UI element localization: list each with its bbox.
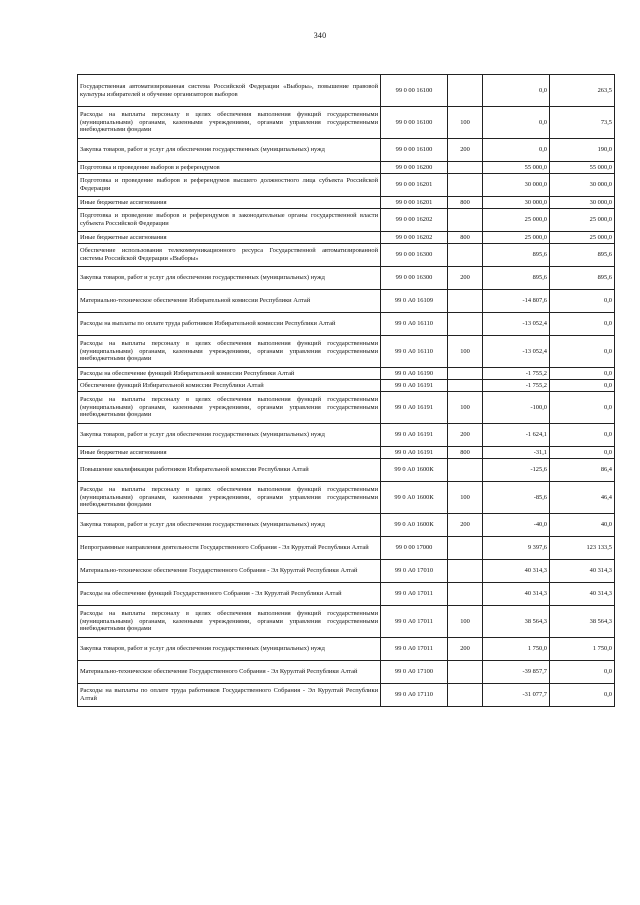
row-code-cell: 99 0 00 16100 <box>381 139 448 162</box>
row-name-cell: Подготовка и проведение выборов и референдумов <box>78 162 381 174</box>
row-name-cell: Иные бюджетные ассигнования <box>78 232 381 244</box>
row-code-cell: 99 0 А0 17110 <box>381 684 448 707</box>
row-amount-change-cell: 895,6 <box>483 244 550 267</box>
row-amount-change-cell: -40,0 <box>483 514 550 537</box>
row-code-cell: 99 0 00 16201 <box>381 197 448 209</box>
row-code-cell: 99 0 00 16202 <box>381 232 448 244</box>
row-code-cell: 99 0 А0 1600К <box>381 514 448 537</box>
row-amount-total-cell: 0,0 <box>550 313 615 336</box>
row-code-cell: 99 0 00 16300 <box>381 244 448 267</box>
row-name-cell: Расходы на выплаты персоналу в целях обеспечения выполнения функций государственными (муниципальными) органами, казенными учреждениями, органами управления государственными внебюджетными фондами <box>78 606 381 638</box>
row-name-cell: Расходы на выплаты персоналу в целях обеспечения выполнения функций государственными (муниципальными) органами, казенными учреждениями, органами управления государственными внебюджетными фондами <box>78 336 381 368</box>
row-name-cell: Расходы на обеспечение функций Государственного Собрания - Эл Курултай Республики Алтай <box>78 583 381 606</box>
row-expense-type-cell: 100 <box>448 606 483 638</box>
row-amount-change-cell: -1 755,2 <box>483 368 550 380</box>
table-row <box>78 537 615 560</box>
row-code-cell: 99 0 А0 16190 <box>381 368 448 380</box>
row-code-cell: 99 0 А0 17011 <box>381 583 448 606</box>
table-row <box>78 606 615 638</box>
row-amount-total-cell: 30 000,0 <box>550 197 615 209</box>
row-amount-change-cell: -1 624,1 <box>483 424 550 447</box>
row-name-cell: Подготовка и проведение выборов и референдумов высшего должностного лица субъекта Российской Федерации <box>78 174 381 197</box>
table-row <box>78 583 615 606</box>
row-amount-total-cell: 40 314,3 <box>550 583 615 606</box>
row-amount-change-cell: -31 077,7 <box>483 684 550 707</box>
row-code-cell: 99 0 А0 16109 <box>381 290 448 313</box>
row-code-cell: 99 0 А0 16191 <box>381 392 448 424</box>
table-row <box>78 107 615 139</box>
row-code-cell: 99 0 А0 17100 <box>381 661 448 684</box>
row-expense-type-cell <box>448 162 483 174</box>
row-expense-type-cell: 800 <box>448 447 483 459</box>
row-amount-total-cell: 0,0 <box>550 661 615 684</box>
table-row <box>78 162 615 174</box>
row-amount-total-cell: 0,0 <box>550 336 615 368</box>
table-row <box>78 684 615 707</box>
table-row <box>78 197 615 209</box>
row-name-cell: Иные бюджетные ассигнования <box>78 197 381 209</box>
row-expense-type-cell <box>448 244 483 267</box>
row-amount-total-cell: 0,0 <box>550 380 615 392</box>
row-name-cell: Закупка товаров, работ и услуг для обеспечения государственных (муниципальных) нужд <box>78 638 381 661</box>
row-amount-total-cell: 73,5 <box>550 107 615 139</box>
table-row <box>78 560 615 583</box>
row-expense-type-cell <box>448 459 483 482</box>
row-name-cell: Закупка товаров, работ и услуг для обеспечения государственных (муниципальных) нужд <box>78 267 381 290</box>
budget-table <box>77 74 615 707</box>
row-code-cell: 99 0 А0 17010 <box>381 560 448 583</box>
row-expense-type-cell <box>448 75 483 107</box>
row-amount-total-cell: 38 564,3 <box>550 606 615 638</box>
row-name-cell: Материально-техническое обеспечение Государственного Собрания - Эл Курултай Республики Алтай <box>78 661 381 684</box>
row-amount-total-cell: 25 000,0 <box>550 232 615 244</box>
table-row <box>78 368 615 380</box>
row-expense-type-cell <box>448 583 483 606</box>
table-row <box>78 232 615 244</box>
table-row <box>78 392 615 424</box>
row-code-cell: 99 0 А0 1600К <box>381 482 448 514</box>
row-code-cell: 99 0 00 16300 <box>381 267 448 290</box>
row-expense-type-cell <box>448 209 483 232</box>
table-row <box>78 514 615 537</box>
table-row <box>78 290 615 313</box>
row-code-cell: 99 0 А0 16110 <box>381 336 448 368</box>
row-amount-total-cell: 190,0 <box>550 139 615 162</box>
row-amount-total-cell: 1 750,0 <box>550 638 615 661</box>
row-amount-change-cell: -31,1 <box>483 447 550 459</box>
row-code-cell: 99 0 А0 17011 <box>381 638 448 661</box>
row-name-cell: Непрограммные направления деятельности Государственного Собрания - Эл Курултай Республики Алтай <box>78 537 381 560</box>
row-name-cell: Закупка товаров, работ и услуг для обеспечения государственных (муниципальных) нужд <box>78 514 381 537</box>
row-code-cell: 99 0 00 17000 <box>381 537 448 560</box>
row-amount-total-cell: 55 000,0 <box>550 162 615 174</box>
table-row <box>78 267 615 290</box>
row-amount-total-cell: 123 133,5 <box>550 537 615 560</box>
table-row <box>78 174 615 197</box>
row-name-cell: Государственная автоматизированная система Российской Федерации «Выборы», повышение правовой культуры избирателей и обучение организаторов выборов <box>78 75 381 107</box>
row-code-cell: 99 0 00 16100 <box>381 75 448 107</box>
table-row <box>78 482 615 514</box>
row-name-cell: Закупка товаров, работ и услуг для обеспечения государственных (муниципальных) нужд <box>78 139 381 162</box>
table-row <box>78 313 615 336</box>
row-expense-type-cell <box>448 380 483 392</box>
table-row <box>78 244 615 267</box>
row-name-cell: Обеспечение использования телекоммуникационного ресурса Государственной автоматизированной системы Российской Федерации «Выборы» <box>78 244 381 267</box>
row-code-cell: 99 0 А0 1600К <box>381 459 448 482</box>
table-row <box>78 638 615 661</box>
page-number: 340 <box>313 31 327 40</box>
row-amount-total-cell: 46,4 <box>550 482 615 514</box>
row-expense-type-cell: 800 <box>448 197 483 209</box>
row-amount-change-cell: 0,0 <box>483 107 550 139</box>
table-row <box>78 336 615 368</box>
row-amount-change-cell: 40 314,3 <box>483 583 550 606</box>
row-amount-change-cell: 0,0 <box>483 139 550 162</box>
row-amount-total-cell: 263,5 <box>550 75 615 107</box>
row-amount-change-cell: 55 000,0 <box>483 162 550 174</box>
table-row <box>78 661 615 684</box>
row-name-cell: Расходы на выплаты по оплате труда работников Государственного Собрания - Эл Курултай Республики Алтай <box>78 684 381 707</box>
row-amount-change-cell: 30 000,0 <box>483 197 550 209</box>
row-expense-type-cell: 200 <box>448 267 483 290</box>
row-amount-change-cell: -100,0 <box>483 392 550 424</box>
row-expense-type-cell: 100 <box>448 336 483 368</box>
row-expense-type-cell <box>448 290 483 313</box>
row-amount-change-cell: -85,6 <box>483 482 550 514</box>
row-name-cell: Расходы на выплаты персоналу в целях обеспечения выполнения функций государственными (муниципальными) органами, казенными учреждениями, органами управления государственными внебюджетными фондами <box>78 107 381 139</box>
row-amount-total-cell: 0,0 <box>550 392 615 424</box>
row-name-cell: Расходы на выплаты по оплате труда работников Избирательной комиссии Республики Алтай <box>78 313 381 336</box>
row-amount-total-cell: 0,0 <box>550 290 615 313</box>
row-expense-type-cell <box>448 560 483 583</box>
table-row <box>78 424 615 447</box>
row-name-cell: Расходы на выплаты персоналу в целях обеспечения выполнения функций государственными (муниципальными) органами, казенными учреждениями, органами управления государственными внебюджетными фондами <box>78 392 381 424</box>
row-expense-type-cell: 200 <box>448 638 483 661</box>
row-amount-change-cell: -13 052,4 <box>483 313 550 336</box>
row-amount-total-cell: 895,6 <box>550 267 615 290</box>
row-expense-type-cell: 200 <box>448 139 483 162</box>
row-name-cell: Материально-техническое обеспечение Избирательной комиссии Республики Алтай <box>78 290 381 313</box>
row-expense-type-cell <box>448 661 483 684</box>
row-name-cell: Иные бюджетные ассигнования <box>78 447 381 459</box>
row-amount-change-cell: -1 755,2 <box>483 380 550 392</box>
row-amount-total-cell: 40,0 <box>550 514 615 537</box>
row-amount-total-cell: 0,0 <box>550 447 615 459</box>
row-code-cell: 99 0 00 16201 <box>381 174 448 197</box>
row-name-cell: Материально-техническое обеспечение Государственного Собрания - Эл Курултай Республики Алтай <box>78 560 381 583</box>
row-expense-type-cell: 200 <box>448 514 483 537</box>
row-amount-change-cell: 895,6 <box>483 267 550 290</box>
row-expense-type-cell: 100 <box>448 107 483 139</box>
row-code-cell: 99 0 А0 17011 <box>381 606 448 638</box>
row-name-cell: Расходы на выплаты персоналу в целях обеспечения выполнения функций государственными (муниципальными) органами, казенными учреждениями, органами управления государственными внебюджетными фондами <box>78 482 381 514</box>
budget-table-body <box>78 75 615 707</box>
row-amount-change-cell: 38 564,3 <box>483 606 550 638</box>
row-expense-type-cell: 200 <box>448 424 483 447</box>
row-amount-change-cell: 25 000,0 <box>483 209 550 232</box>
row-code-cell: 99 0 00 16200 <box>381 162 448 174</box>
row-code-cell: 99 0 А0 16110 <box>381 313 448 336</box>
table-row <box>78 75 615 107</box>
row-code-cell: 99 0 00 16202 <box>381 209 448 232</box>
row-amount-total-cell: 40 314,3 <box>550 560 615 583</box>
row-expense-type-cell <box>448 684 483 707</box>
row-amount-total-cell: 86,4 <box>550 459 615 482</box>
row-code-cell: 99 0 А0 16191 <box>381 424 448 447</box>
row-code-cell: 99 0 00 16100 <box>381 107 448 139</box>
table-row <box>78 380 615 392</box>
row-amount-total-cell: 30 000,0 <box>550 174 615 197</box>
row-expense-type-cell <box>448 174 483 197</box>
row-code-cell: 99 0 А0 16191 <box>381 447 448 459</box>
table-row <box>78 459 615 482</box>
row-expense-type-cell: 100 <box>448 482 483 514</box>
row-expense-type-cell <box>448 313 483 336</box>
row-amount-total-cell: 0,0 <box>550 684 615 707</box>
row-amount-change-cell: 1 750,0 <box>483 638 550 661</box>
row-amount-change-cell: -39 857,7 <box>483 661 550 684</box>
table-row <box>78 447 615 459</box>
table-row <box>78 209 615 232</box>
row-expense-type-cell: 800 <box>448 232 483 244</box>
row-amount-change-cell: 40 314,3 <box>483 560 550 583</box>
row-name-cell: Расходы на обеспечение функций Избирательной комиссии Республики Алтай <box>78 368 381 380</box>
row-code-cell: 99 0 А0 16191 <box>381 380 448 392</box>
row-name-cell: Закупка товаров, работ и услуг для обеспечения государственных (муниципальных) нужд <box>78 424 381 447</box>
table-row <box>78 139 615 162</box>
row-expense-type-cell: 100 <box>448 392 483 424</box>
row-amount-change-cell: 0,0 <box>483 75 550 107</box>
row-amount-change-cell: -125,6 <box>483 459 550 482</box>
row-expense-type-cell <box>448 368 483 380</box>
row-amount-change-cell: 9 397,6 <box>483 537 550 560</box>
row-expense-type-cell <box>448 537 483 560</box>
row-amount-change-cell: 25 000,0 <box>483 232 550 244</box>
row-amount-total-cell: 25 000,0 <box>550 209 615 232</box>
row-name-cell: Подготовка и проведение выборов и референдумов в законодательные органы государственной власти субъекта Российской Федерации <box>78 209 381 232</box>
row-amount-total-cell: 0,0 <box>550 368 615 380</box>
row-name-cell: Обеспечение функций Избирательной комиссии Республики Алтай <box>78 380 381 392</box>
row-amount-change-cell: -13 052,4 <box>483 336 550 368</box>
row-amount-change-cell: -14 807,6 <box>483 290 550 313</box>
row-amount-total-cell: 895,6 <box>550 244 615 267</box>
row-name-cell: Повышение квалификации работников Избирательной комиссии Республики Алтай <box>78 459 381 482</box>
row-amount-change-cell: 30 000,0 <box>483 174 550 197</box>
row-amount-total-cell: 0,0 <box>550 424 615 447</box>
